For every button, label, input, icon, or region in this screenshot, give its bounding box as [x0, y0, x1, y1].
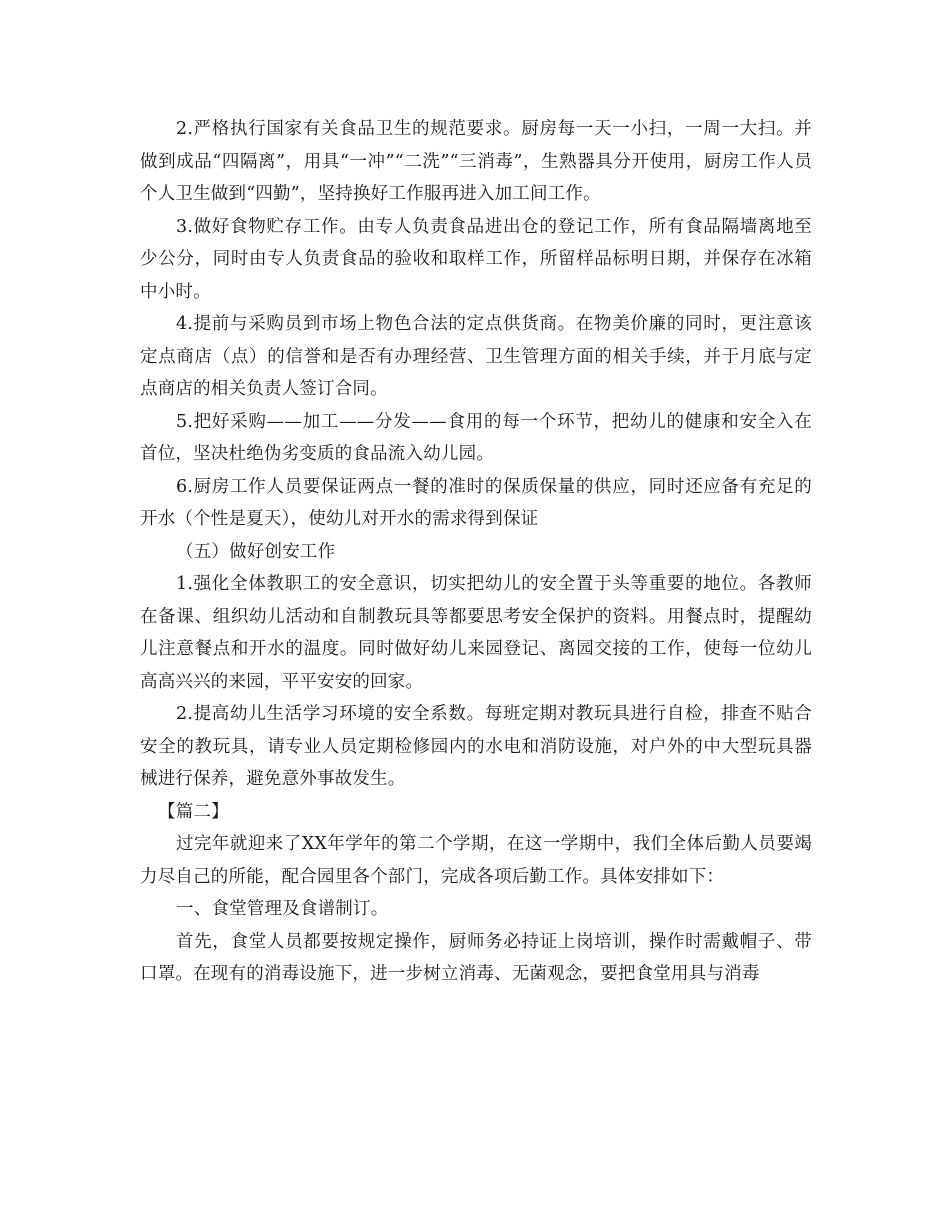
- paragraph-semester-intro: 过完年就迎来了XX年学年的第二个学期，在这一学期中，我们全体后勤人员要竭力尽自己的所能，配合园里各个部门，完成各项后勤工作。具体安排如下：: [140, 834, 812, 887]
- section-heading-safety: （五）做好创安工作: [176, 541, 336, 562]
- paragraph-suppliers: 4.提前与采购员到市场上物色合法的定点供货商。在物美价廉的同时，更注意该定点商店（点）的信誉和是否有办理经营、卫生管理方面的相关手续，并于月底与定点商店的相关负责人签订合同。: [140, 314, 812, 399]
- paragraph-food-storage: 3.做好食物贮存工作。由专人负责食品进出仓的登记工作，所有食品隔墙离地至少公分，同时由专人负责食品的验收和取样工作，所留样品标明日期，并保存在冰箱中小时。: [140, 216, 812, 302]
- paragraph-hygiene-rules: 2.严格执行国家有关食品卫生的规范要求。厨房每一天一小扫，一周一大扫。并做到成品“四隔离”，用具“一冲”“二洗”“三消毒”，生熟器具分开使用，厨房工作人员个人卫生做到“四勤”，坚持换好工作服再进入加工间工作。: [140, 119, 812, 204]
- document-body: [140, 113, 812, 991]
- paragraph-canteen-rules: 首先，食堂人员都要按规定操作，厨师务必持证上岗培训，操作时需戴帽子、带口罩。在现有的消毒设施下，进一步树立消毒、无菌观念，要把食堂用具与消毒: [140, 931, 812, 984]
- section-heading-canteen: 一、食堂管理及食谱制订。: [176, 899, 389, 919]
- section-heading-part-two: 【篇二】: [158, 801, 229, 822]
- paragraph-safety-awareness: 1.强化全体教职工的安全意识，切实把幼儿的安全置于头等重要的地位。各教师在备课、组织幼儿活动和自制教玩具等都要思考安全保护的资料。用餐点时，提醒幼儿注意餐点和开水的温度。同时做好幼儿来园登记、离园交接的工作，使每一位幼儿高高兴兴的来园，平平安安的回家。: [140, 574, 812, 692]
- paragraph-procurement: 5.把好采购——加工——分发——食用的每一个环节，把幼儿的健康和安全入在首位，坚决杜绝伪劣变质的食品流入幼儿园。: [140, 411, 812, 464]
- paragraph-kitchen-staff: 6.厨房工作人员要保证两点一餐的准时的保质保量的供应，同时还应备有充足的开水（个性是夏天），使幼儿对开水的需求得到保证: [140, 476, 812, 529]
- paragraph-safety-environment: 2.提高幼儿生活学习环境的安全系数。每班定期对教玩具进行自检，排查不贴合安全的教玩具，请专业人员定期检修园内的水电和消防设施，对户外的中大型玩具器械进行保养，避免意外事故发生。: [140, 704, 812, 789]
